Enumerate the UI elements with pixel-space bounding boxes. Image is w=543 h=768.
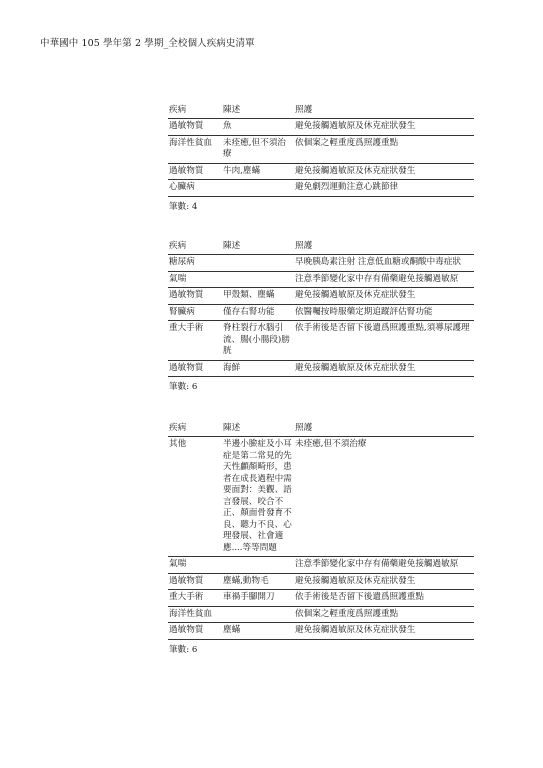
care-cell: 避免劇烈運動注意心跳節律 [294,180,474,197]
record-table [168,420,474,640]
description-cell [222,606,294,623]
column-header: 照護 [294,238,474,255]
care-cell: 早晚胰島素注射 注意低血糖或酮酸中毒症狀 [294,255,474,272]
table-row [168,288,474,305]
description-cell: 甲殼類、塵蟎 [222,288,294,305]
description-cell [222,180,294,197]
record-block [168,420,474,655]
care-cell: 依個案之輕重度爲照護重點 [294,135,474,163]
table-row [168,163,474,180]
care-cell: 依手術後是否留下後遺爲照護重點 [294,590,474,607]
disease-cell: 腎臟病 [168,304,222,321]
description-cell: 未痊癒,但不須治療 [222,135,294,163]
column-header: 疾病 [168,238,222,255]
disease-cell: 海洋性貧血 [168,606,222,623]
table-row [168,304,474,321]
column-header: 陳述 [222,102,294,119]
care-cell: 避免接觸過敏原及休克症狀發生 [294,288,474,305]
disease-cell: 過敏物質 [168,119,222,136]
table-row [168,557,474,574]
table-row [168,623,474,640]
care-cell: 避免接觸過敏原及休克症狀發生 [294,573,474,590]
care-cell: 避免接觸過敏原及休克症狀發生 [294,119,474,136]
column-header: 陳述 [222,238,294,255]
disease-cell: 心臟病 [168,180,222,197]
document-title: 中華國中 105 學年第 2 學期_全校個人疾病史清單 [40,38,255,49]
disease-cell: 其他 [168,437,222,557]
table-row [168,606,474,623]
care-cell: 依個案之輕重度爲照護重點 [294,606,474,623]
column-header: 疾病 [168,102,222,119]
description-cell: 脊柱裂行水腦引流、腸(小腸段)膀胱 [222,321,294,361]
column-header: 陳述 [222,420,294,437]
description-cell: 塵蟎,動物毛 [222,573,294,590]
column-header: 照護 [294,102,474,119]
description-cell: 車禍手腳開刀 [222,590,294,607]
record-block [168,238,474,392]
table-row [168,360,474,377]
description-cell [222,271,294,288]
table-row [168,437,474,557]
description-cell: 塵蟎 [222,623,294,640]
column-header: 照護 [294,420,474,437]
disease-cell: 氣喘 [168,557,222,574]
disease-cell: 過敏物質 [168,573,222,590]
header-row [168,420,474,437]
disease-cell: 過敏物質 [168,163,222,180]
care-cell: 避免接觸過敏原及休克症狀發生 [294,360,474,377]
record-table [168,238,474,377]
care-cell: 避免接觸過敏原及休克症狀發生 [294,163,474,180]
care-cell: 注意季節變化家中存有備藥避免接觸過敏原 [294,557,474,574]
column-header: 疾病 [168,420,222,437]
table-row [168,135,474,163]
care-cell: 未痊癒,但不須治療 [294,437,474,557]
table-row [168,119,474,136]
description-cell [222,255,294,272]
description-cell: 魚 [222,119,294,136]
table-row [168,255,474,272]
disease-cell: 過敏物質 [168,360,222,377]
table-row [168,573,474,590]
disease-cell: 重大手術 [168,321,222,361]
record-count: 筆數: 4 [169,201,198,212]
table-row [168,180,474,197]
description-cell [222,557,294,574]
table-row [168,321,474,361]
record-count: 筆數: 6 [169,644,198,655]
description-cell: 半邊小臉症及小耳症是第二常見的先天性顱顏畸形，患者在成長過程中需要面對：美觀、語言發展、咬合不正、顏面骨發育不良、聽力不良、心理發展、社會適應....等等問題 [222,437,294,557]
header-row [168,102,474,119]
disease-cell: 氣喘 [168,271,222,288]
header-row [168,238,474,255]
description-cell: 僅存右腎功能 [222,304,294,321]
table-row [168,590,474,607]
record-count: 筆數: 6 [169,382,198,392]
care-cell: 依手術後是否留下後遺爲照護重點,須導尿護理 [294,321,474,361]
disease-cell: 糖尿病 [168,255,222,272]
disease-cell: 海洋性貧血 [168,135,222,163]
disease-cell: 重大手術 [168,590,222,607]
description-cell: 牛肉,塵蟎 [222,163,294,180]
disease-cell: 過敏物質 [168,288,222,305]
care-cell: 注意季節變化家中存有備藥避免接觸過敏原 [294,271,474,288]
care-cell: 依醫囑按時服藥定期追蹤評估腎功能 [294,304,474,321]
care-cell: 避免接觸過敏原及休克症狀發生 [294,623,474,640]
table-row [168,271,474,288]
record-block [168,102,474,212]
record-table [168,102,474,197]
description-cell: 海鮮 [222,360,294,377]
disease-cell: 過敏物質 [168,623,222,640]
